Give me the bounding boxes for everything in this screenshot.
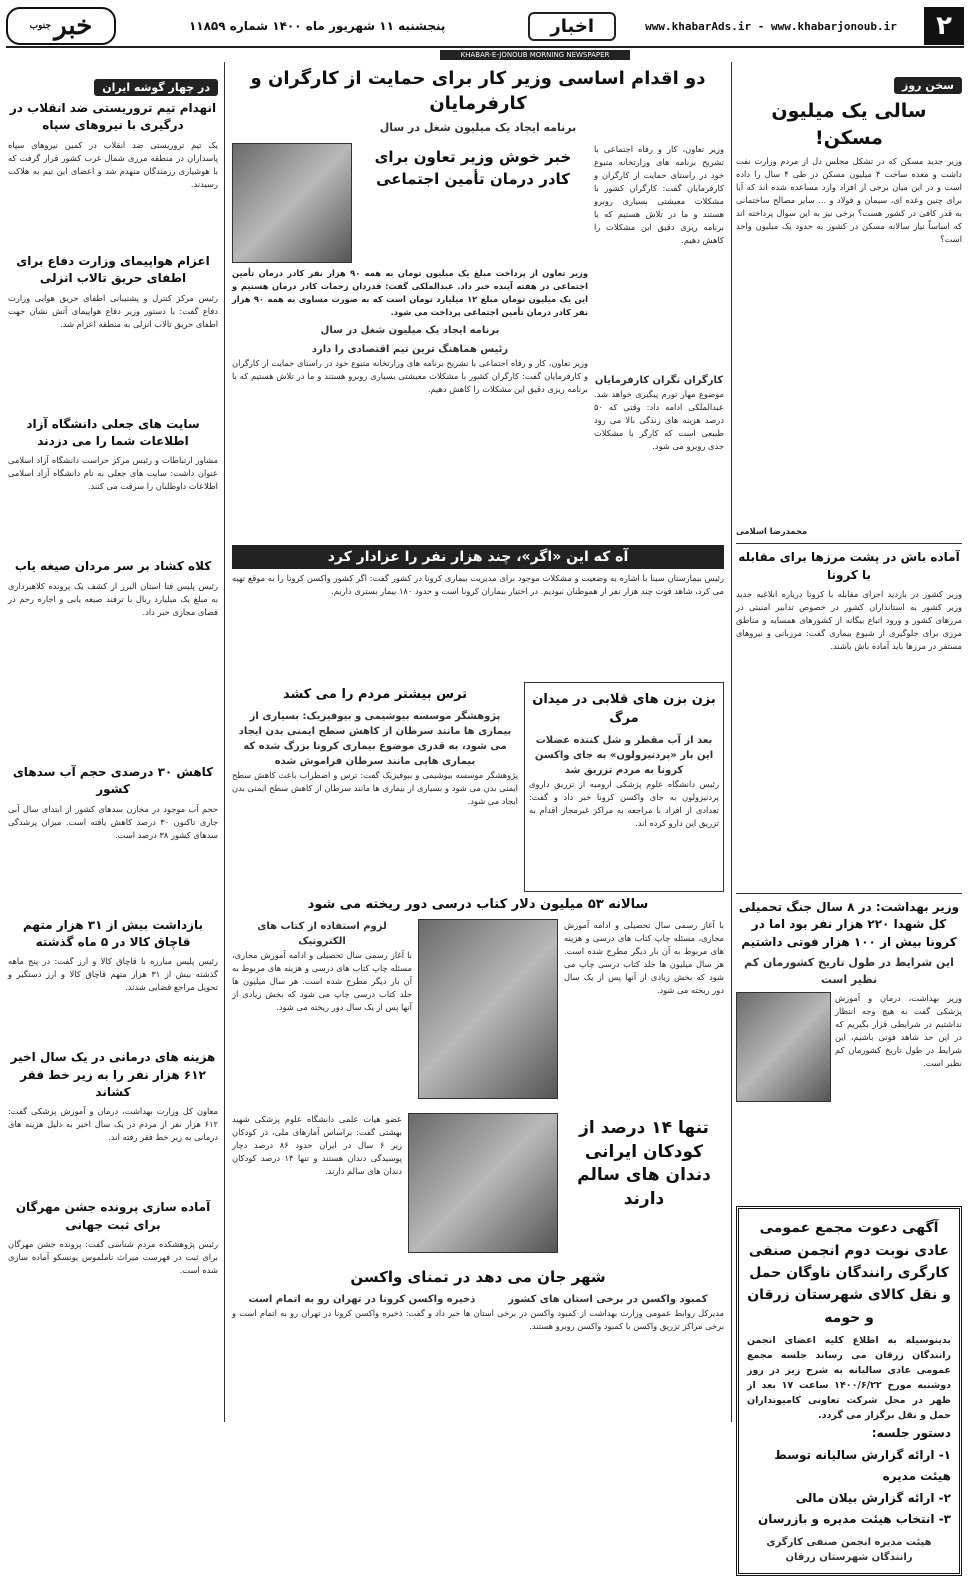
story-teeth-body: عضو هیات علمی دانشگاه علوم پزشکی شهید بهشتی گفت: براساس آمارهای ملی، در کودکان زیر ۶ سال در ایران حدود ۸۶ درصد دچار پوسیدگی دندان هستند و تنها ۱۴ درصد کودکان دندان های سالم دارند.: [232, 1113, 403, 1176]
page-number: ۲: [924, 7, 964, 45]
ad-intro: بدینوسیله به اطلاع کلیه اعضای انجمن رانندگان زرقان می رساند جلسه مجمع عمومی عادی سالیانه به شرح زیر در روز دوشنبه مورخ ۱۴۰۰/۶/۲۲ ساعت ۱۷ بعد از ظهر در محل شرکت تعاونی کامیونداران حمل و نقل برگزار می گردد.: [747, 1335, 951, 1422]
story-insurance-body: وزیر تعاون از پرداخت مبلغ یک میلیون تومان به همه ۹۰ هزار نفر کادر درمان تأمین اجتماعی در هفته آینده خبر داد. عبدالملکی گفت: قدردان زحمات کادر درمان هستیم و این یک میلیون تومان مبلغ ۱۲ میلیارد تومان است که به صورت مساوی به همه ۹۰ هزار نفر کادر درمان تأمین اجتماعی پرداخت می شود.: [232, 267, 588, 317]
banner-headline: [232, 545, 724, 569]
column-divider: [731, 62, 732, 1422]
main-column: [232, 62, 724, 1351]
left-story-6-body: رئیس پلیس مبارزه با قاچاق کالا و ارز گفت: در پنج ماهه گذشته بیش از ۳۱ هزار متهم قاچاق کالا و ارز دستگیر و تحویل مراجع قضایی شدند.: [8, 956, 218, 993]
minister-photo: [736, 992, 831, 1102]
story-health-more: [736, 1102, 962, 1202]
left-column: [8, 62, 218, 1318]
story-health-sub: این شرایط در طول تاریخ کشورمان کم نظیر است: [744, 956, 954, 986]
masthead: [6, 6, 964, 48]
left-story-7-title: هزینه های درمانی در یک سال اخیر ۶۱۲ هزار نفر را به زیر خط فقر کشاند: [10, 1050, 216, 1100]
editorial-title: سالی یک میلیون مسکن!: [771, 100, 927, 149]
story-insurance-title: خبر خوش وزیر تعاون برای کادر درمان تأمین اجتماعی: [374, 147, 572, 188]
story-books-kicker: لزوم استفاده از کتاب های الکترونیک: [257, 920, 387, 947]
left-story-1-body: یک تیم تروریستی ضد انقلاب در کمین نیروهای سپاه پاسداران در منطقه مرزی شمال غرب کشور قرار گرفت که با هوشیاری رزمندگان منهدم شد و اعضای این تیم به هلاکت رسیدند.: [8, 139, 218, 189]
story-vaccine-title: شهر جان می دهد در تمنای واکسن: [350, 1267, 606, 1286]
story-vaccine-sub1: کمبود واکسن در برخی استان های کشور: [508, 1294, 708, 1306]
story-injection-body: رئیس دانشگاه علوم پزشکی ارومیه از تزریق داروی پردنیزولون به جای واکسن کرونا خبر داد و گفت: تعدادی از افراد با مراجعه به مراکز غیرمجاز اقدام به تزریق این دارو کرده اند.: [529, 778, 719, 828]
left-story-3-title: سایت های جعلی دانشگاه آزاد اطلاعات شما را می دزدند: [26, 416, 200, 448]
left-story-2-body: رئیس مرکز کنترل و پشتیبانی اطفای حریق هوایی وزارت دفاع گفت: با دستور وزیر دفاع هواپیمای آتش نشان جهت اطفای حریق تالاب انزلی به منطقه اعزام شد.: [8, 292, 218, 329]
students-books-photo: [418, 919, 558, 1099]
story-insurance-more: وزیر تعاون، کار و رفاه اجتماعی با تشریح برنامه های وزارتخانه متبوع خود در راستای حمایت از کارگران و کارفرمایان گفت: کارگران کشور با مشکلات معیشتی بسیاری روبرو هستند و ما در تلاش هستیم که با برنامه ریزی دقیق این مشکلات را کاهش دهیم.: [232, 357, 588, 394]
left-story-1-title: انهدام تیم تروریستی ضد انقلاب در درگیری با نیروهای سپاه: [9, 101, 217, 133]
ad-signature: هیئت مدیره انجمن صنفی کارگری رانندگان شهرستان زرقان: [766, 1537, 932, 1564]
story-fear-sub: پژوهشگر موسسه بیوشیمی و بیوفیزیک: بسیاری از بیماری ها مانند سرطان از کاهش سطح ایمنی بدن ایجاد می شود، به قدری موضوع بیماری کرونا بزرگ شده که بیماری هایی مانند سرطان فراموش شده: [238, 710, 512, 767]
lead-title: دو اقدام اساسی وزیر کار برای حمایت از کارگران و کارفرمایان: [250, 68, 706, 115]
divider: [736, 893, 962, 894]
lead-kicker-workers: کارگران نگران کارفرمایان: [594, 374, 724, 386]
divider: [736, 543, 962, 544]
banner-text: آه که این «اگر»، چند هزار نفر را عزادار کرد: [327, 548, 629, 565]
banner-body: رئیس بیمارستان سینا با اشاره به وضعیت و مشکلات موجود برای مدیریت بیماری کرونا در کشور گفت: اگر کشور واکسن کرونا را به موقع تهیه می کرد، شاهد فوت چند هزار نفر از هموطنان نبودیم. در اختیار بیماران کرونا است و حدود ۱۸۰ بیمار بستری داریم.: [232, 572, 724, 596]
story-fear-body: پژوهشگر موسسه بیوشیمی و بیوفیزیک گفت: ترس و اضطراب باعث کاهش سطح ایمنی بدن می شود و بسیاری از بیماری ها مانند سرطان از کاهش سطح ایمنی بدن ایجاد می شود.: [232, 769, 518, 806]
column-divider: [224, 62, 225, 1422]
left-story-5-title: کاهش ۳۰ درصدی حجم آب سدهای کشور: [12, 764, 214, 797]
newspaper-logo: [6, 7, 116, 45]
logo-text: خبر: [54, 11, 93, 41]
english-name-strip: KHABAR-E-JONOUB MORNING NEWSPAPER: [440, 50, 630, 60]
story-injection-box: [524, 682, 724, 892]
story-border-title: آماده باش در پشت مرزها برای مقابله با کرونا: [738, 550, 960, 582]
site-urls[interactable]: www.khabarAds.ir - www.khabarjonoub.ir: [645, 19, 897, 33]
story-fear-title: ترس بیشتر مردم را می کشد: [282, 686, 468, 702]
ad-assembly-notice: [736, 1206, 962, 1576]
editorial-kicker: سخن روز: [894, 77, 962, 94]
left-story-7-body: معاون کل وزارت بهداشت، درمان و آموزش پزشکی گفت: ۶۱۲ هزار نفر از مردم در یک سال اخیر به دلیل هزینه های درمانی به زیر خط فقر رفته اند.: [8, 1106, 218, 1143]
story-vaccine-sub2: ذخیره واکسن کرونا در تهران رو به اتمام است: [248, 1294, 476, 1306]
story-vaccine-body: مدیرکل روابط عمومی وزارت بهداشت از کمبود واکسن در برخی استان ها خبر داد و گفت: ذخیره واکسن کرونا در تهران رو به اتمام است و برخی مراکز تزریق واکسن با کمبود واکسن روبرو هستند.: [232, 1308, 724, 1332]
story-books-body: با آغاز رسمی سال تحصیلی و ادامه آموزش مجازی، مسئله چاپ کتاب های درسی و هزینه های مربوط به آن بار دیگر مطرح شده است. هر سال میلیون ها جلد کتاب درسی چاپ می شود که بخش زیادی از آنها پس از یک سال دور ریخته می شود.: [564, 919, 724, 995]
story-health-title: وزیر بهداشت: در ۸ سال جنگ تحمیلی کل شهدا ۲۲۰ هزار نفر بود اما در کرونا بیش از ۱۰۰ هزار فوتی داشتیم: [738, 899, 960, 949]
story-books-title: سالانه ۵۳ میلیون دلار کتاب درسی دور ریخته می شود: [307, 896, 649, 912]
ad-agenda-label: دستور جلسه:: [871, 1426, 951, 1441]
left-story-4-title: کلاه کشاد بر سر مردان صیغه یاب: [14, 559, 212, 574]
left-story-2-title: اعزام هواپیمای وزارت دفاع برای اطفای حریق تالاب انزلی: [16, 253, 210, 286]
lead-body-2: موضوع مهار تورم پیگیری خواهد شد. عبدالملکی ادامه داد: وقتی که ۵۰ درصد هزینه های زندگی بالا می رود طبیعی است که کارگر با مشکلات جدی روبرو می شود.: [594, 388, 724, 451]
provinces-kicker: در چهار گوشه ایران: [94, 79, 218, 96]
logo-sub: جنوب: [29, 21, 52, 31]
story-injection-sub: بعد از آب مقطر و شل کننده عضلات این بار «پردنیزولون» به جای واکسن کرونا به مردم تزریق شد: [534, 734, 714, 776]
ad-agenda-item: ۱- ارائه گزارش سالیانه توسط هیئت مدیره: [774, 1447, 951, 1484]
minister-speaking-photo: [232, 143, 352, 263]
ad-agenda-item: ۲- ارائه گزارش بیلان مالی: [795, 1490, 951, 1505]
left-story-3-body: مشاور ارتباطات و رئیس مرکز حراست دانشگاه آزاد اسلامی عنوان داشت: سایت های جعلی به نام دانشگاه آزاد اسلامی اطلاعات داوطلبان را سرقت می کنند.: [8, 455, 218, 492]
ad-title: آگهی دعوت مجمع عمومی عادی نوبت دوم انجمن صنفی کارگری رانندگان ناوگان حمل و نقل کالای شهرستان زرقان و حومه: [747, 1220, 951, 1326]
editorial-author: محمدرضا اسلامی: [736, 526, 808, 537]
lead-kicker-jobs: برنامه ایجاد یک میلیون شغل در سال: [320, 324, 500, 336]
story-insurance-kicker: رئیس هماهنگ ترین تیم اقتصادی را دارد: [311, 343, 509, 355]
story-injection-title: بزن بزن های قلابی در میدان مرگ: [532, 691, 716, 726]
ad-agenda-item: ۳- انتخاب هیئت مدیره و بازرسان: [758, 1512, 951, 1527]
child-dentist-photo: [408, 1113, 558, 1253]
story-teeth-title: تنها ۱۴ درصد از کودکان ایرانی دندان های سالم دارند: [577, 1117, 711, 1210]
left-story-4-body: رئیس پلیس فتا استان البرز از کشف یک پرونده کلاهبرداری به مبلغ یک میلیارد ریال با ترفند صیغه یابی و اجاره رحم در فضای مجازی خبر داد.: [8, 580, 218, 617]
left-story-5-body: حجم آب موجود در مخازن سدهای کشور از ابتدای سال آبی جاری تاکنون ۳۰ درصد کاهش یافته است. میزان پرشدگی سدهای کشور ۳۸ درصد است.: [8, 803, 218, 840]
left-story-8-body: رئیس پژوهشکده مردم شناسی گفت: پرونده جشن مهرگان برای ثبت در فهرست میراث ناملموس یونسکو آماده سازی شده است.: [8, 1239, 218, 1276]
story-border-body: وزیر کشور در بازدید اجرای مقابله با کرونا درباره ابلاغیه جدید وزیر کشور به استانداران کشور در خصوص تدابیر امنیتی در مرزهای کشور و ورود اتباع بیگانه از کشورهای همسایه و مناطق مرزی برای جلوگیری از شیوع بیماری گفت: مرزبانی و نیروهای مستقر در مرزها باید آماده باش باشند.: [736, 588, 962, 651]
editorial-body: وزیر جدید مسکن که در تشکل مجلس دل از مردم وزارت نفت داشت و معده ساخت ۴ میلیون مسکن در طی ۴ سال را داده است و در این میان برخی از افراد وارد مساعده شده اند که آیا برای چنین وعده ای، سیمان و فولاد و ... سایر مصالح ساختمانی به قدر کافی در کشور هست؟ برخی نیز به این سوال پرداخته اند که اساساً نیاز سالانه مسکن در کشور به حدود یک میلیون واحد است؟: [736, 156, 963, 245]
right-column: [736, 62, 962, 1576]
lead-body: وزیر تعاون، کار و رفاه اجتماعی با تشریح برنامه های وزارتخانه متبوع خود در راستای حمایت از کارگران و کارفرمایان گفت: کارگران کشور با مشکلات معیشتی بسیاری روبرو هستند و ما در تلاش هستیم که با برنامه ریزی دقیق این مشکلات را کاهش دهیم.: [594, 143, 724, 245]
lead-subtitle: برنامه ایجاد یک میلیون شغل در سال: [379, 121, 577, 135]
section-tab: اخبار: [528, 12, 616, 41]
issue-date: پنجشنبه ۱۱ شهریور ماه ۱۴۰۰ شماره ۱۱۸۵۹: [188, 19, 446, 33]
left-story-8-title: آماده سازی پرونده جشن مهرگان برای ثبت جهانی: [15, 1200, 211, 1232]
story-health-body: وزیر بهداشت، درمان و آموزش پزشکی گفت به هیچ وجه انتظار نداشتیم در شرایطی قرار بگیریم که در این حد شاهد فوتی باشیم، این شرایط در طول تاریخ کشورمان کم نظیر است.: [835, 993, 962, 1069]
left-story-6-title: بازداشت بیش از ۳۱ هزار متهم قاچاق کالا در ۵ ماه گذشته: [22, 917, 204, 949]
story-books-more: با آغاز رسمی سال تحصیلی و ادامه آموزش مجازی، مسئله چاپ کتاب های درسی و هزینه های مربوط به آن بار دیگر مطرح شده است. هر سال میلیون ها جلد کتاب درسی چاپ می شود که بخش زیادی از آنها پس از یک سال دور ریخته می شود.: [232, 949, 412, 1012]
